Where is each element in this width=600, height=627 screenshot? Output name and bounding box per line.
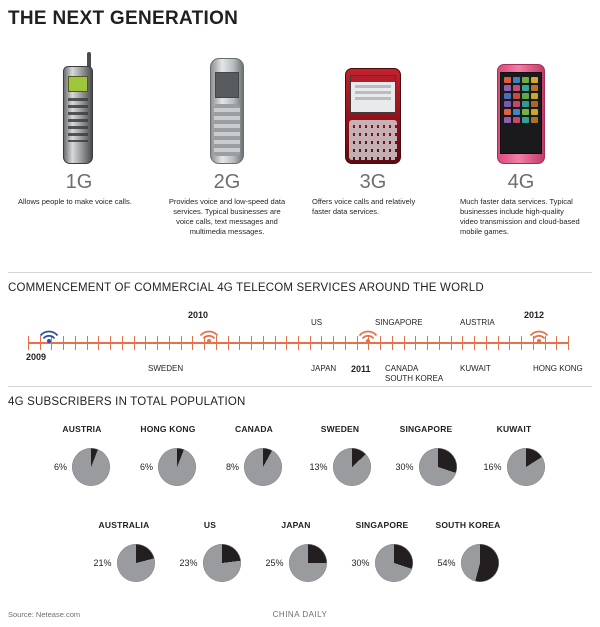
pie-chart-circle: [375, 544, 413, 582]
generation-label: 1G: [65, 171, 93, 193]
timeline-tick: [451, 336, 452, 350]
pie-chart-country-label: HONG KONG: [140, 424, 196, 434]
timeline-tick: [380, 336, 381, 350]
generation-label: 2G: [213, 171, 241, 193]
timeline-tick: [404, 336, 405, 350]
touchscreen-phone-icon: [446, 44, 596, 164]
timeline-year-2011: 2011: [351, 364, 371, 374]
pie-chart-value-label: 54%: [437, 558, 456, 568]
timeline-year-2010: 2010: [188, 310, 209, 320]
timeline-country-austria: AUSTRIA: [460, 318, 495, 327]
divider-top: [8, 272, 592, 273]
signal-waves-icon: [528, 328, 550, 344]
generation-item-1g: [4, 44, 154, 207]
timeline-tick: [392, 336, 393, 350]
subscribers-heading: 4G SUBSCRIBERS IN TOTAL POPULATION: [8, 396, 246, 408]
timeline-tick: [228, 336, 229, 350]
pie-chart-circle: [461, 544, 499, 582]
generation-description: Much faster data services. Typical businesses include high-quality video transmission and cloud-based mobile games.: [460, 197, 580, 237]
qwerty-phone-icon: [298, 44, 448, 164]
timeline-tick: [509, 336, 510, 350]
timeline-tick: [87, 336, 88, 350]
generation-item-4g: [446, 44, 596, 238]
pie-chart-country-label: KUWAIT: [496, 424, 532, 434]
timeline-tick: [181, 336, 182, 350]
pie-chart-value-label: 13%: [309, 462, 328, 472]
signal-waves-icon: [357, 328, 379, 344]
divider-bottom: [8, 386, 592, 387]
pie-chart-country-label: SWEDEN: [320, 424, 360, 434]
pie-chart-country-label: SINGAPORE: [399, 424, 453, 434]
pie-chart-circle: [289, 544, 327, 582]
pie-chart-value-label: 6%: [53, 462, 67, 472]
candybar-phone-icon: [152, 44, 302, 164]
timeline-tick: [98, 336, 99, 350]
pie-chart-country-label: AUSTRALIA: [98, 520, 150, 530]
timeline-country-singapore: SINGAPORE: [375, 318, 423, 327]
timeline-tick: [568, 336, 569, 350]
pie-chart-circle: [419, 448, 457, 486]
timeline-tick: [310, 336, 311, 350]
timeline-country-south-korea: SOUTH KOREA: [385, 374, 444, 383]
timeline-year-2009: 2009: [26, 352, 47, 362]
generation-item-2g: [152, 44, 302, 238]
publisher-credit: CHINA DAILY: [272, 610, 328, 619]
timeline-country-us: US: [311, 318, 323, 327]
pie-chart-value-label: 8%: [225, 462, 239, 472]
timeline-tick: [28, 336, 29, 350]
pie-chart-value-label: 16%: [483, 462, 502, 472]
pie-chart-circle: [203, 544, 241, 582]
pie-chart-value-label: 21%: [93, 558, 112, 568]
pie-chart-country-label: US: [203, 520, 217, 530]
pie-chart-circle: [244, 448, 282, 486]
generation-description: Allows people to make voice calls.: [18, 197, 132, 206]
timeline-country-kuwait: KUWAIT: [460, 364, 491, 373]
pie-chart-circle: [333, 448, 371, 486]
pie-chart-circle: [507, 448, 545, 486]
pie-chart-circle: [158, 448, 196, 486]
pie-chart-country-label: CANADA: [234, 424, 274, 434]
timeline-tick: [157, 336, 158, 350]
pie-chart-value-label: 23%: [179, 558, 198, 568]
timeline-tick: [145, 336, 146, 350]
source-note: Source: Netease.com: [8, 610, 81, 619]
timeline-heading: COMMENCEMENT OF COMMERCIAL 4G TELECOM SERVICES AROUND THE WORLD: [8, 282, 484, 294]
timeline-tick: [134, 336, 135, 350]
pie-chart-country-label: SOUTH KOREA: [435, 520, 501, 530]
timeline-tick: [474, 336, 475, 350]
timeline-tick: [63, 336, 64, 350]
timeline-tick: [286, 336, 287, 350]
pie-chart-value-label: 6%: [139, 462, 153, 472]
pie-chart-value-label: 25%: [265, 558, 284, 568]
signal-waves-icon: [38, 328, 60, 344]
timeline-tick: [275, 336, 276, 350]
generation-description: Offers voice calls and relatively faster data services.: [312, 197, 416, 217]
timeline-country-canada: CANADA: [385, 364, 419, 373]
timeline-tick: [239, 336, 240, 350]
timeline-tick: [263, 336, 264, 350]
timeline-tick: [427, 336, 428, 350]
pie-chart-circle: [117, 544, 155, 582]
timeline-tick: [521, 336, 522, 350]
brick-phone-icon: [4, 44, 154, 164]
timeline-tick: [486, 336, 487, 350]
timeline-tick: [439, 336, 440, 350]
timeline-tick: [192, 336, 193, 350]
generation-label: 3G: [359, 171, 387, 193]
timeline-tick: [122, 336, 123, 350]
pie-chart-circle: [72, 448, 110, 486]
signal-waves-icon: [198, 328, 220, 344]
pie-chart-value-label: 30%: [351, 558, 370, 568]
timeline-tick: [169, 336, 170, 350]
pie-chart-value-label: 30%: [395, 462, 414, 472]
generation-item-3g: [298, 44, 448, 217]
timeline-tick: [251, 336, 252, 350]
timeline-tick: [110, 336, 111, 350]
timeline-tick: [415, 336, 416, 350]
timeline-country-japan: JAPAN: [311, 364, 337, 373]
page-title: THE NEXT GENERATION: [8, 8, 239, 29]
timeline-tick: [556, 336, 557, 350]
generation-label: 4G: [507, 171, 535, 193]
timeline-country-hong-kong: HONG KONG: [533, 364, 583, 373]
timeline-tick: [321, 336, 322, 350]
timeline-tick: [345, 336, 346, 350]
timeline-section: [0, 300, 600, 390]
pie-chart-item: [416, 520, 520, 582]
pie-chart-country-label: AUSTRIA: [62, 424, 102, 434]
pie-chart-item: [462, 424, 566, 486]
timeline-tick: [498, 336, 499, 350]
generation-description: Provides voice and low-speed data services. Typical businesses are voice calls, text messages and multimedia messages.: [168, 197, 286, 237]
pie-chart-country-label: JAPAN: [281, 520, 311, 530]
generations-section: [0, 44, 600, 264]
timeline-tick: [75, 336, 76, 350]
pie-chart-country-label: SINGAPORE: [355, 520, 409, 530]
timeline-tick: [462, 336, 463, 350]
pie-row-1: [0, 424, 600, 510]
timeline-year-2012: 2012: [524, 310, 545, 320]
pie-row-2: [0, 520, 600, 606]
timeline-country-sweden: SWEDEN: [148, 364, 184, 373]
timeline-tick: [333, 336, 334, 350]
timeline-tick: [298, 336, 299, 350]
